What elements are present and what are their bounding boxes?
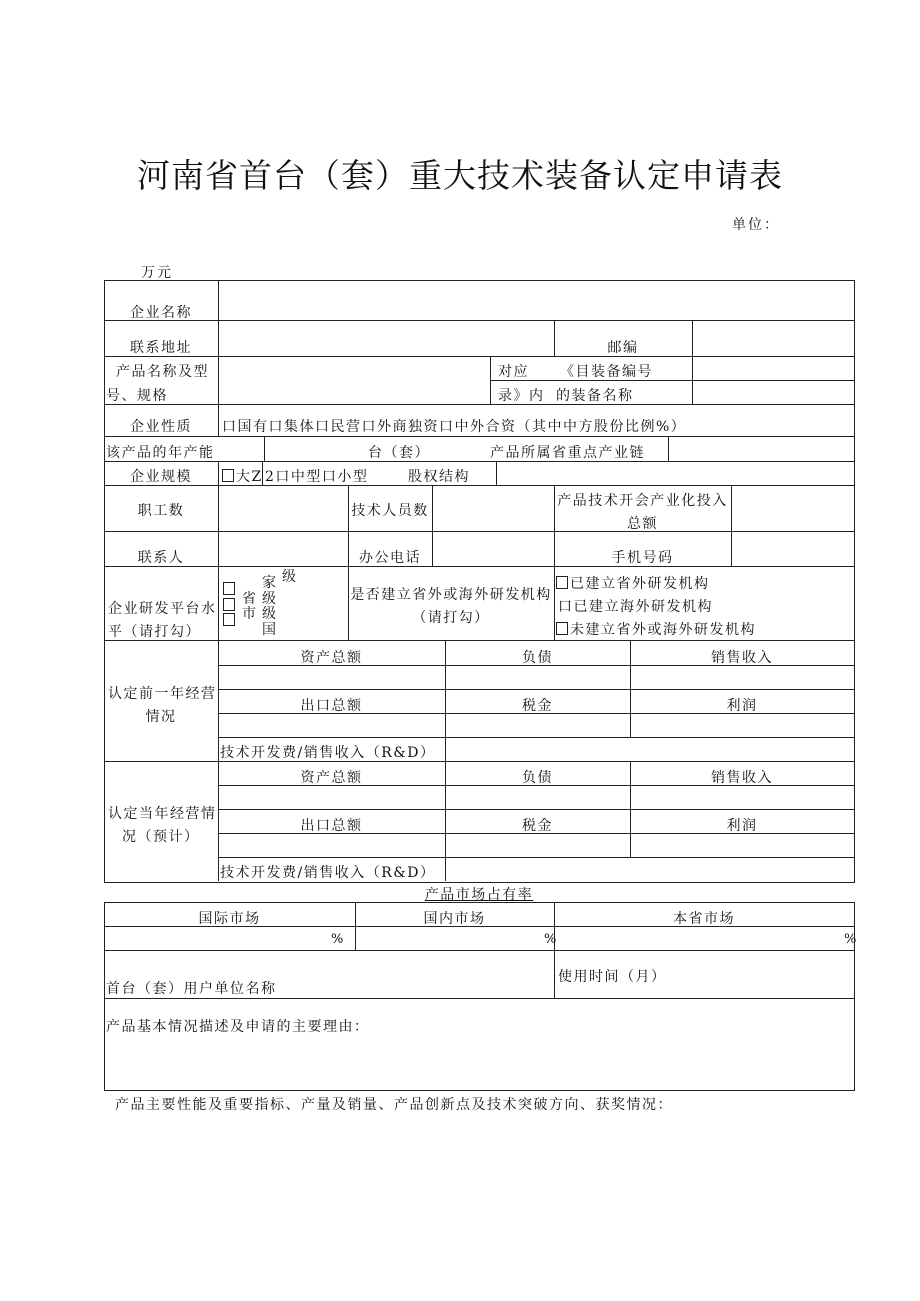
cur-year-label-2: 况（预计）: [122, 829, 200, 845]
investment-field[interactable]: [733, 487, 852, 529]
col-divider: [218, 280, 219, 356]
rd-platform-label-2: 平（请打勾）: [108, 624, 201, 640]
staff-label: 职工数: [137, 503, 185, 519]
prev-year-label: 认定前一年经营: [108, 686, 217, 702]
rd-level-text: 国: [262, 622, 278, 638]
checkbox-icon[interactable]: [556, 622, 568, 635]
company-name-label: 企业名称: [130, 305, 192, 321]
row-divider: [104, 950, 854, 951]
address-label: 联系地址: [130, 340, 192, 356]
unit-label: 单位：: [732, 217, 780, 233]
cur-tax-label: 税金: [522, 818, 553, 834]
page-title: 河南省首台（套）重大技术装备认定申请表: [137, 156, 783, 195]
row-divider: [218, 689, 854, 690]
catalog-field[interactable]: [694, 358, 852, 402]
rd-platform-label: 企业研发平台水: [108, 601, 217, 617]
international-percent[interactable]: %: [331, 932, 345, 947]
scale-large-label: 大Z: [236, 469, 263, 485]
investment-label: 产品技术开会产业化投入: [557, 493, 728, 509]
catalog-label-b: 《目装备编号: [560, 364, 653, 380]
tech-staff-label: 技术人员数: [351, 503, 429, 519]
cur-year-label: 认定当年经营情: [108, 806, 217, 822]
company-nature-options[interactable]: 口国有口集体口民营口外商独资口中外合资（其中中方股份比例%）: [222, 419, 687, 435]
col-divider: [218, 461, 219, 485]
scale-large-option[interactable]: [222, 466, 263, 486]
staff-field[interactable]: [220, 487, 346, 529]
scale-other-options[interactable]: 2口中型口小型: [265, 469, 369, 485]
col-divider: [445, 857, 446, 881]
unit-value: 万元: [141, 265, 173, 281]
rd-level-text: 级: [262, 591, 278, 607]
rd-level-text: 级: [282, 569, 298, 585]
province-percent[interactable]: %: [844, 932, 858, 947]
col-divider: [218, 404, 219, 436]
cur-profit-label: 利润: [726, 818, 758, 834]
col-divider: [731, 485, 732, 566]
col-divider: [432, 485, 433, 566]
catalog-label-2: 录》内: [498, 388, 545, 404]
col-divider: [692, 356, 693, 404]
market-share-title: 产品市场占有率: [424, 887, 534, 903]
row-divider: [104, 404, 854, 405]
rd-level-text: 家: [262, 575, 278, 591]
mobile-label: 手机号码: [611, 550, 674, 566]
investment-label-2: 总额: [627, 516, 658, 532]
option-label: 已建立省外研发机构: [570, 576, 710, 592]
company-name-field[interactable]: [220, 284, 850, 318]
company-nature-label: 企业性质: [130, 419, 192, 435]
prev-sales-label: 销售收入: [711, 650, 773, 666]
prev-tax-label: 税金: [522, 698, 553, 714]
rd-level-text: 省: [242, 591, 258, 607]
domestic-market-label: 国内市场: [423, 911, 486, 927]
row-divider: [104, 640, 854, 641]
external-rd-question: 是否建立省外或海外研发机构: [350, 587, 552, 603]
tech-staff-field[interactable]: [434, 487, 552, 529]
industry-chain-label: 产品所属省重点产业链: [490, 445, 645, 461]
col-divider: [668, 436, 669, 461]
city-level-checkbox-icon[interactable]: [223, 613, 235, 626]
user-unit-label: 首台（套）用户单位名称: [106, 981, 277, 997]
company-scale-label: 企业规模: [130, 469, 192, 485]
description-field[interactable]: [106, 1036, 850, 1084]
prev-assets-label: 资产总额: [300, 650, 363, 666]
annual-capacity-label: 该产品的年产能: [106, 445, 215, 461]
product-name-label: 产品名称及型: [116, 364, 209, 380]
col-divider: [218, 356, 219, 404]
external-rd-question-2: （请打勾）: [412, 610, 490, 626]
rd-level-text: 级: [262, 606, 278, 622]
rd-level-text: 市: [242, 606, 258, 622]
performance-label: 产品主要性能及重要指标、产量及销量、产品创新点及技术突破方向、获奖情况：: [115, 1097, 673, 1113]
use-time-label: 使用时间（月）: [558, 969, 667, 985]
row-divider: [218, 809, 854, 810]
col-divider: [692, 320, 693, 356]
catalog-label: 对应: [498, 364, 529, 380]
prev-year-label-2: 情况: [145, 709, 177, 725]
postcode-label: 邮编: [607, 340, 639, 356]
equity-field[interactable]: [498, 463, 852, 483]
equity-label: 股权结构: [408, 469, 470, 485]
capacity-unit: 台（套）: [368, 445, 430, 461]
row-divider: [104, 436, 854, 437]
prev-export-label: 出口总额: [300, 698, 363, 714]
national-level-checkbox-icon[interactable]: [223, 582, 235, 595]
postcode-field[interactable]: [694, 322, 852, 354]
checkbox-icon[interactable]: [556, 576, 568, 589]
row-divider: [104, 761, 854, 762]
province-market-label: 本省市场: [673, 911, 735, 927]
checkbox-icon[interactable]: [222, 469, 234, 482]
contact-field[interactable]: [220, 533, 346, 564]
external-rd-option-2[interactable]: 口已建立海外研发机构: [558, 599, 713, 615]
product-name-label-2: 号、规格: [106, 388, 168, 404]
option-label: 未建立省外或海外研发机构: [570, 622, 756, 638]
address-field[interactable]: [220, 322, 552, 354]
col-divider: [490, 356, 491, 404]
row-divider: [104, 461, 854, 462]
cur-sales-label: 销售收入: [711, 770, 773, 786]
cur-liabilities-label: 负债: [522, 770, 553, 786]
contact-label: 联系人: [137, 550, 185, 566]
office-phone-field[interactable]: [434, 533, 552, 564]
office-phone-label: 办公电话: [359, 550, 421, 566]
international-market-label: 国际市场: [198, 911, 261, 927]
prev-profit-label: 利润: [726, 698, 758, 714]
row-divider: [104, 998, 854, 999]
col-divider: [264, 436, 265, 461]
row-divider: [104, 531, 854, 532]
description-label: 产品基本情况描述及申请的主要理由：: [106, 1019, 370, 1035]
col-divider: [445, 737, 446, 761]
col-divider: [496, 461, 497, 485]
province-level-checkbox-icon[interactable]: [223, 598, 235, 611]
cur-export-label: 出口总额: [300, 818, 363, 834]
prev-rd-ratio-label: 技术开发费/销售收入（R&D）: [220, 745, 436, 761]
catalog-label-2b: 的装备名称: [556, 388, 634, 404]
external-rd-option-3[interactable]: [556, 619, 756, 639]
cur-rd-ratio-label: 技术开发费/销售收入（R&D）: [220, 865, 436, 881]
domestic-percent[interactable]: %: [544, 932, 558, 947]
industry-chain-field[interactable]: [670, 438, 852, 459]
product-name-field[interactable]: [220, 358, 488, 402]
external-rd-option-1[interactable]: [556, 573, 710, 593]
mobile-field[interactable]: [733, 533, 852, 564]
row-divider: [218, 857, 854, 858]
prev-liabilities-label: 负债: [522, 650, 553, 666]
cur-assets-label: 资产总额: [300, 770, 363, 786]
row-divider: [218, 737, 854, 738]
